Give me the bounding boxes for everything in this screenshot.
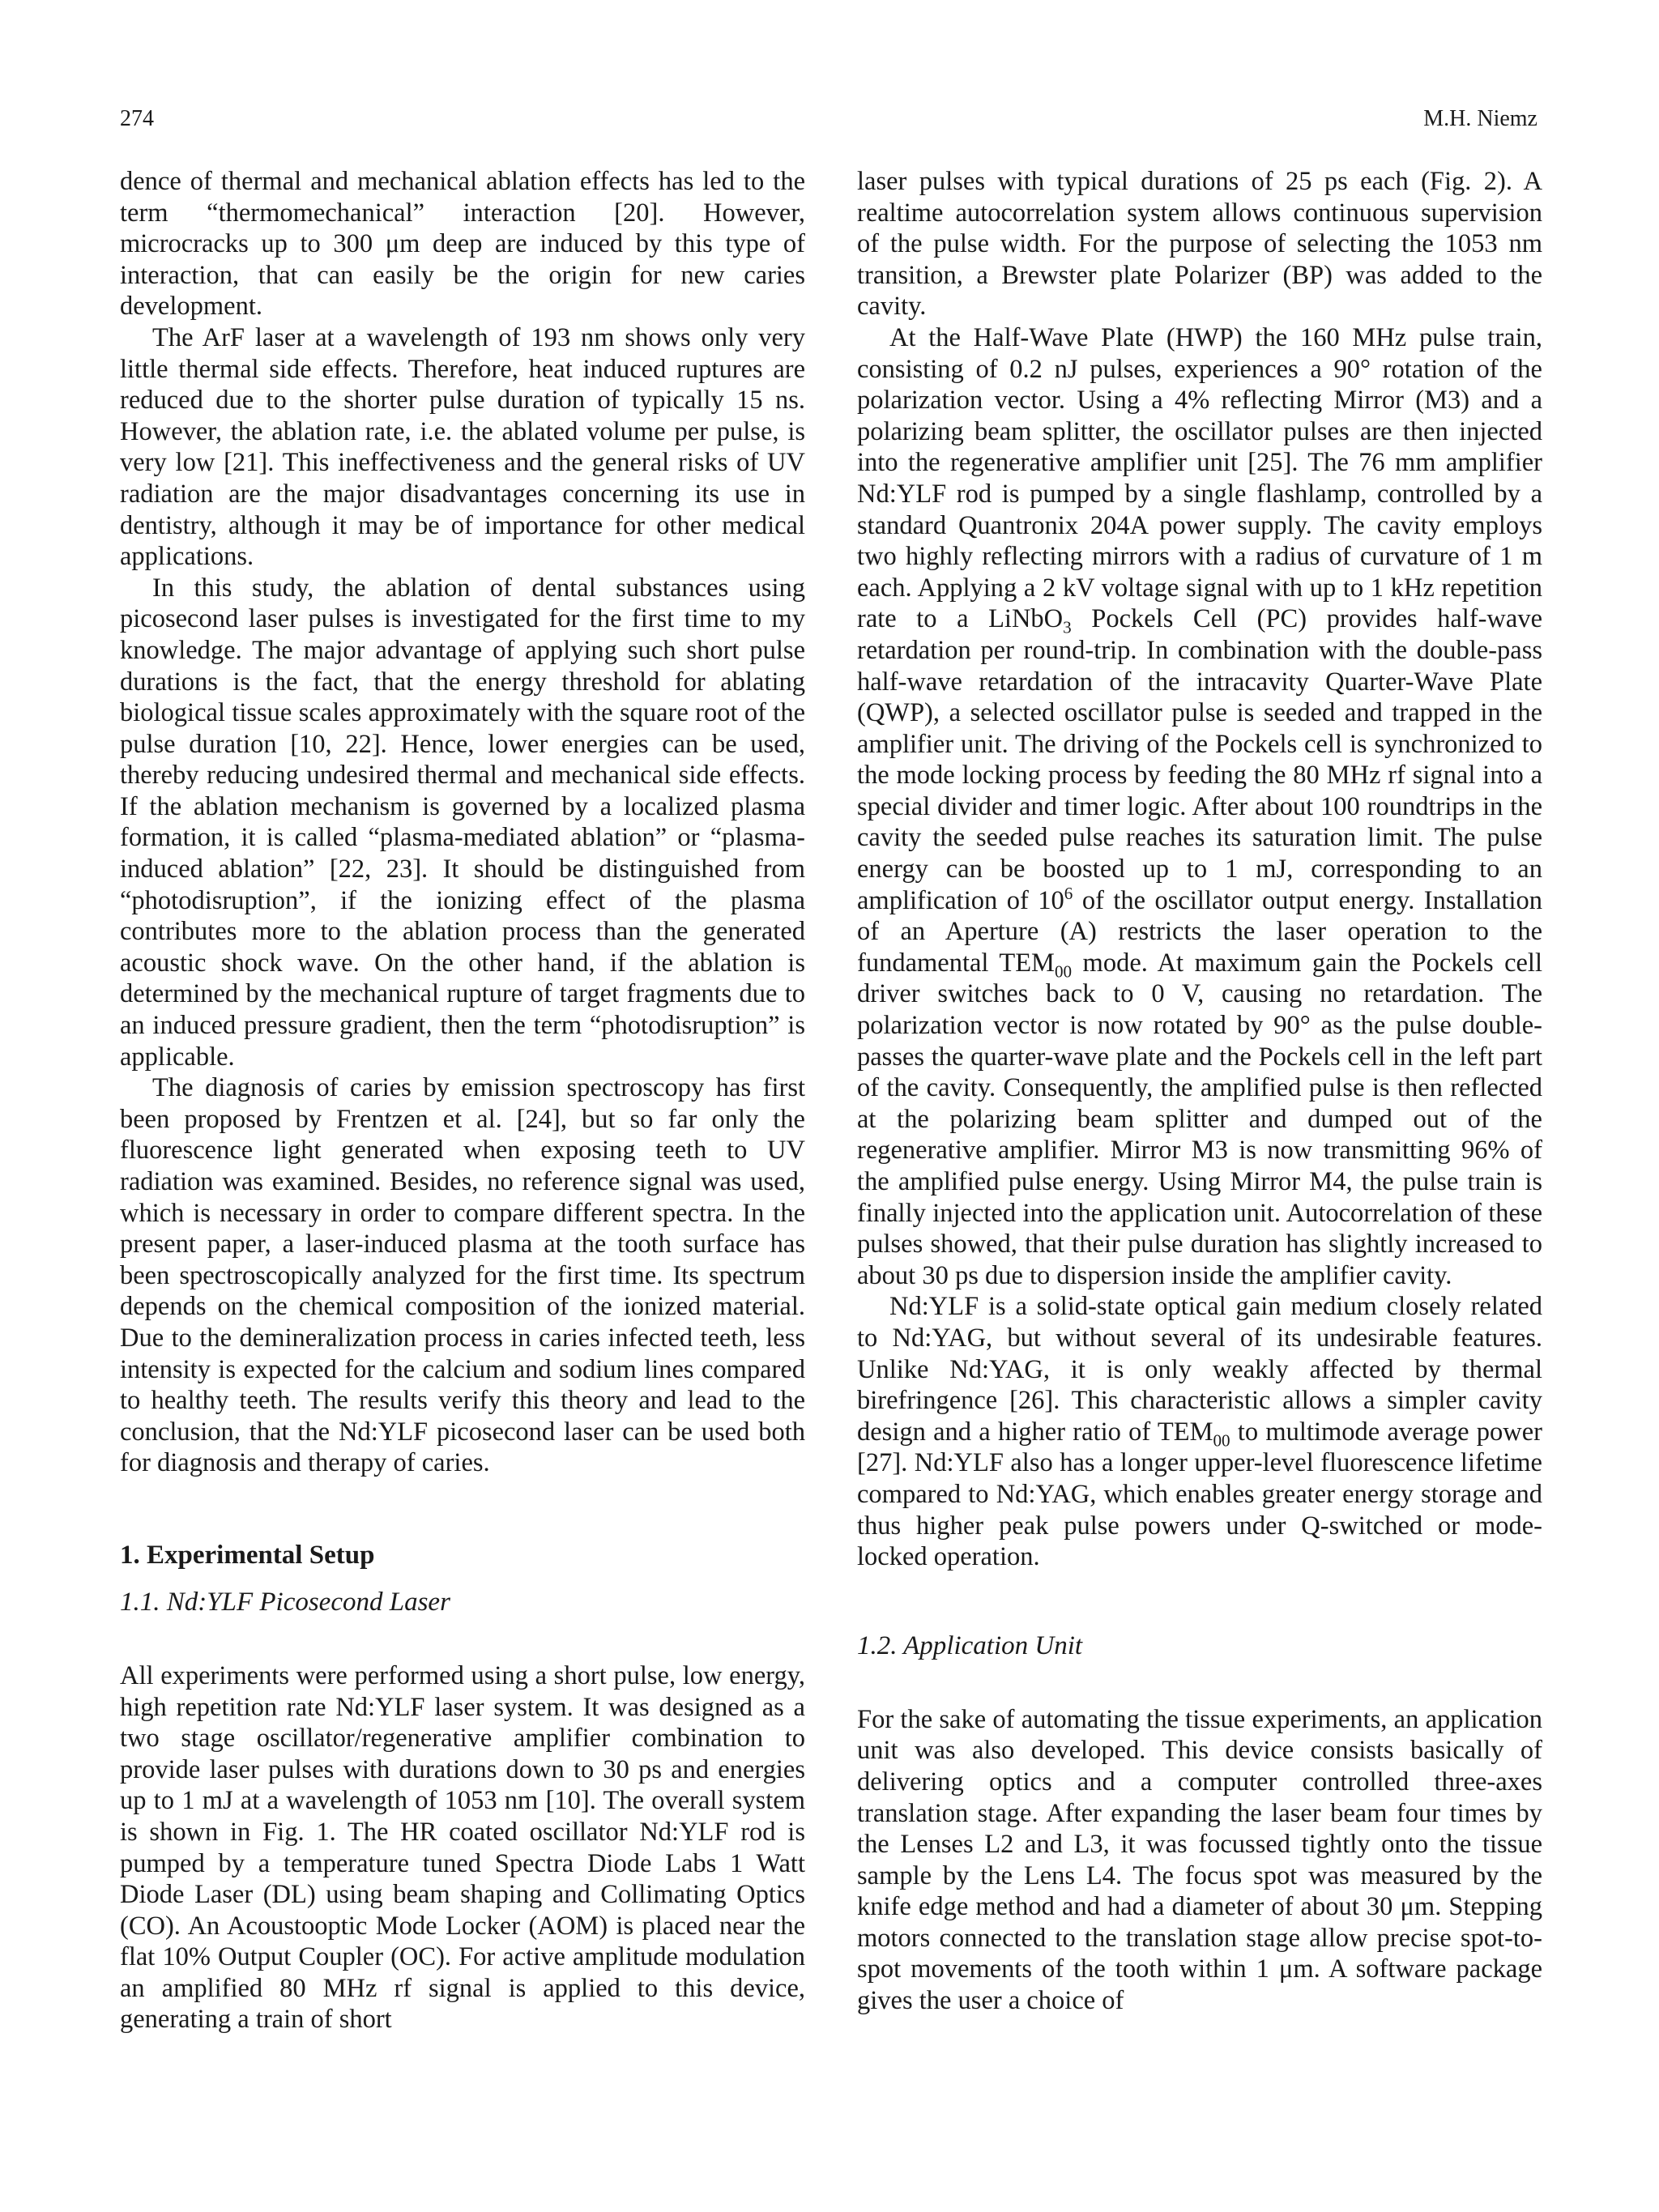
superscript: 6 xyxy=(1064,883,1073,903)
paragraph xyxy=(857,322,1542,1291)
text-run: of the oscillator output energy. Installation of an Aperture (A) restricts the laser operation to the fundamental TEM xyxy=(857,885,1543,978)
subscript: 00 xyxy=(1054,961,1073,982)
paragraph: dence of thermal and mechanical ablation effects has led to the term “thermomechanical” interaction [20]. However, microcracks up to 300 μm deep are induced by this type of interaction, that can easily be the origin for new caries development. xyxy=(120,167,805,322)
paragraph: For the sake of automating the tissue experiments, an application unit was also developed. This device consists basically of delivering optics and a computer controlled three-axes translation stage. After expanding the laser beam four times by the Lenses L2 and L3, it was focussed tightly onto the tissue sample by the Lens L4. The focus spot was measured by the knife edge method and had a diameter of about 30 μm. Stepping motors connected to the translation stage allow precise spot-to-spot movements of the tooth within 1 μm. A software package gives the user a choice of xyxy=(857,1704,1542,2016)
text-run: At the Half-Wave Plate (HWP) the 160 MHz pulse train, consisting of 0.2 nJ pulses, experiences a 90° rotation of the polarization vector. Using a 4% reflecting Mirror (M3) and a polarizing beam splitter, the oscillator pulses are then injected into the regenerative amplifier unit [25]. The 76 mm amplifier Nd:YLF rod is pumped by a single flashlamp, controlled by a standard Quantronix 204A power supply. The cavity employs two highly reflecting mirrors with a radius of curvature of 1 m each. Applying a 2 kV voltage signal with up to 1 kHz repetition rate to a LiNbO xyxy=(857,322,1542,634)
left-column xyxy=(120,166,805,2035)
page-number: 274 xyxy=(120,106,154,131)
paragraph: In this study, the ablation of dental substances using picosecond laser pulses is investigated for the first time to my knowledge. The major advantage of applying such short pulse durations is the fact, that the energy threshold for ablating biological tissue scales approximately with the square root of the pulse duration [10, 22]. Hence, lower energies can be used, thereby reducing undesired thermal and mechanical side effects. If the ablation mechanism is governed by a localized plasma formation, it is called “plasma-mediated ablation” or “plasma-induced ablation” [22, 23]. It should be distinguished from “photodisruption”, if the ionizing effect of the plasma contributes more to the ablation process than the generated acoustic shock wave. On the other hand, if the ablation is determined by the mechanical rupture of target fragments due to an induced pressure gradient, then the term “photodisruption” is applicable. xyxy=(120,573,805,1072)
subscript: 00 xyxy=(1213,1430,1230,1451)
running-head-author: M.H. Niemz xyxy=(1423,106,1537,131)
paragraph: The diagnosis of caries by emission spectroscopy has first been proposed by Frentzen et al. [24], but so far only the fluorescence light generated when exposing teeth to UV radiation was examined. Besides, no reference signal was used, which is necessary in order to compare different spectra. In the present paper, a laser-induced plasma at the tooth surface has been spectroscopically analyzed for the first time. Its spectrum depends on the chemical composition of the ionized material. Due to the demineralization process in caries infected teeth, less intensity is expected for the calcium and sodium lines compared to healthy teeth. The results verify this theory and lead to the conclusion, that the Nd:YLF picosecond laser can be used both for diagnosis and therapy of caries. xyxy=(120,1073,805,1478)
text-run: Nd:YLF is a solid-state optical gain medium closely related to Nd:YAG, but without several of its undesirable features. Unlike Nd:YAG, it is only weakly affected by thermal birefringence [26]. This characteristic allows a simpler cavity design and a higher ratio of TEM xyxy=(857,1292,1542,1447)
subsection-heading: 1.1. Nd:YLF Picosecond Laser xyxy=(120,1587,450,1617)
text-run: Pockels Cell (PC) provides half-wave retardation per round-trip. In combination with the double-pass half-wave retardation of the intracavity Quarter-Wave Plate (QWP), a selected oscillator pulse is seeded and trapped in the amplifier unit. The driving of the Pockels cell is synchronized to the mode locking process by feeding the 80 MHz rf signal into a special divider and timer logic. After about 100 roundtrips in the cavity the seeded pulse reaches its saturation limit. The pulse energy can be boosted up to 1 mJ, corresponding to an amplification of 10 xyxy=(857,604,1542,915)
subsection-heading: 1.2. Application Unit xyxy=(857,1630,1083,1660)
paragraph: All experiments were performed using a short pulse, low energy, high repetition rate Nd:YLF laser system. It was designed as a two stage oscillator/regenerative amplifier combination to provide laser pulses with durations down to 30 ps and energies up to 1 mJ at a wavelength of 1053 nm [10]. The overall system is shown in Fig. 1. The HR coated oscillator Nd:YLF rod is pumped by a temperature tuned Spectra Diode Labs 1 Watt Diode Laser (DL) using beam shaping and Collimating Optics (CO). An Acoustooptic Mode Locker (AOM) is placed near the flat 10% Output Coupler (OC). For active amplitude modulation an amplified 80 MHz rf signal is applied to this device, generating a train of short xyxy=(120,1660,805,2035)
right-column xyxy=(857,166,1542,2017)
paragraph: The ArF laser at a wavelength of 193 nm shows only very little thermal side effects. Therefore, heat induced ruptures are reduced due to the shorter pulse duration of typically 15 ns. However, the ablation rate, i.e. the ablated volume per pulse, is very low [21]. This ineffectiveness and the general risks of UV radiation are the major disadvantages concerning its use in dentistry, although it may be of importance for other medical applications. xyxy=(120,322,805,572)
paragraph xyxy=(857,1291,1542,1572)
paragraph: laser pulses with typical durations of 25 ps each (Fig. 2). A realtime autocorrelation system allows continuous supervision of the pulse width. For the purpose of selecting the 1053 nm transition, a Brewster plate Polarizer (BP) was added to the cavity. xyxy=(857,167,1542,322)
text-run: to multimode average power [27]. Nd:YLF also has a longer upper-level fluorescence lifetime compared to Nd:YAG, which enables greater energy storage and thus higher peak pulse powers under Q-switched or mode-locked operation. xyxy=(857,1417,1543,1572)
text-run: mode. At maximum gain the Pockels cell driver switches back to 0 V, causing no retardation. The polarization vector is now rotated by 90° as the pulse double-passes the quarter-wave plate and the Pockels cell in the left part of the cavity. Consequently, the amplified pulse is then reflected at the polarizing beam splitter and dumped out of the regenerative amplifier. Mirror M3 is now transmitting 96% of the amplified pulse energy. Using Mirror M4, the pulse train is finally injected into the application unit. Autocorrelation of these pulses showed, that their pulse duration has slightly increased to about 30 ps due to dispersion inside the amplifier cavity. xyxy=(857,948,1542,1290)
section-heading: 1. Experimental Setup xyxy=(120,1540,375,1570)
subscript: 3 xyxy=(1063,617,1072,637)
